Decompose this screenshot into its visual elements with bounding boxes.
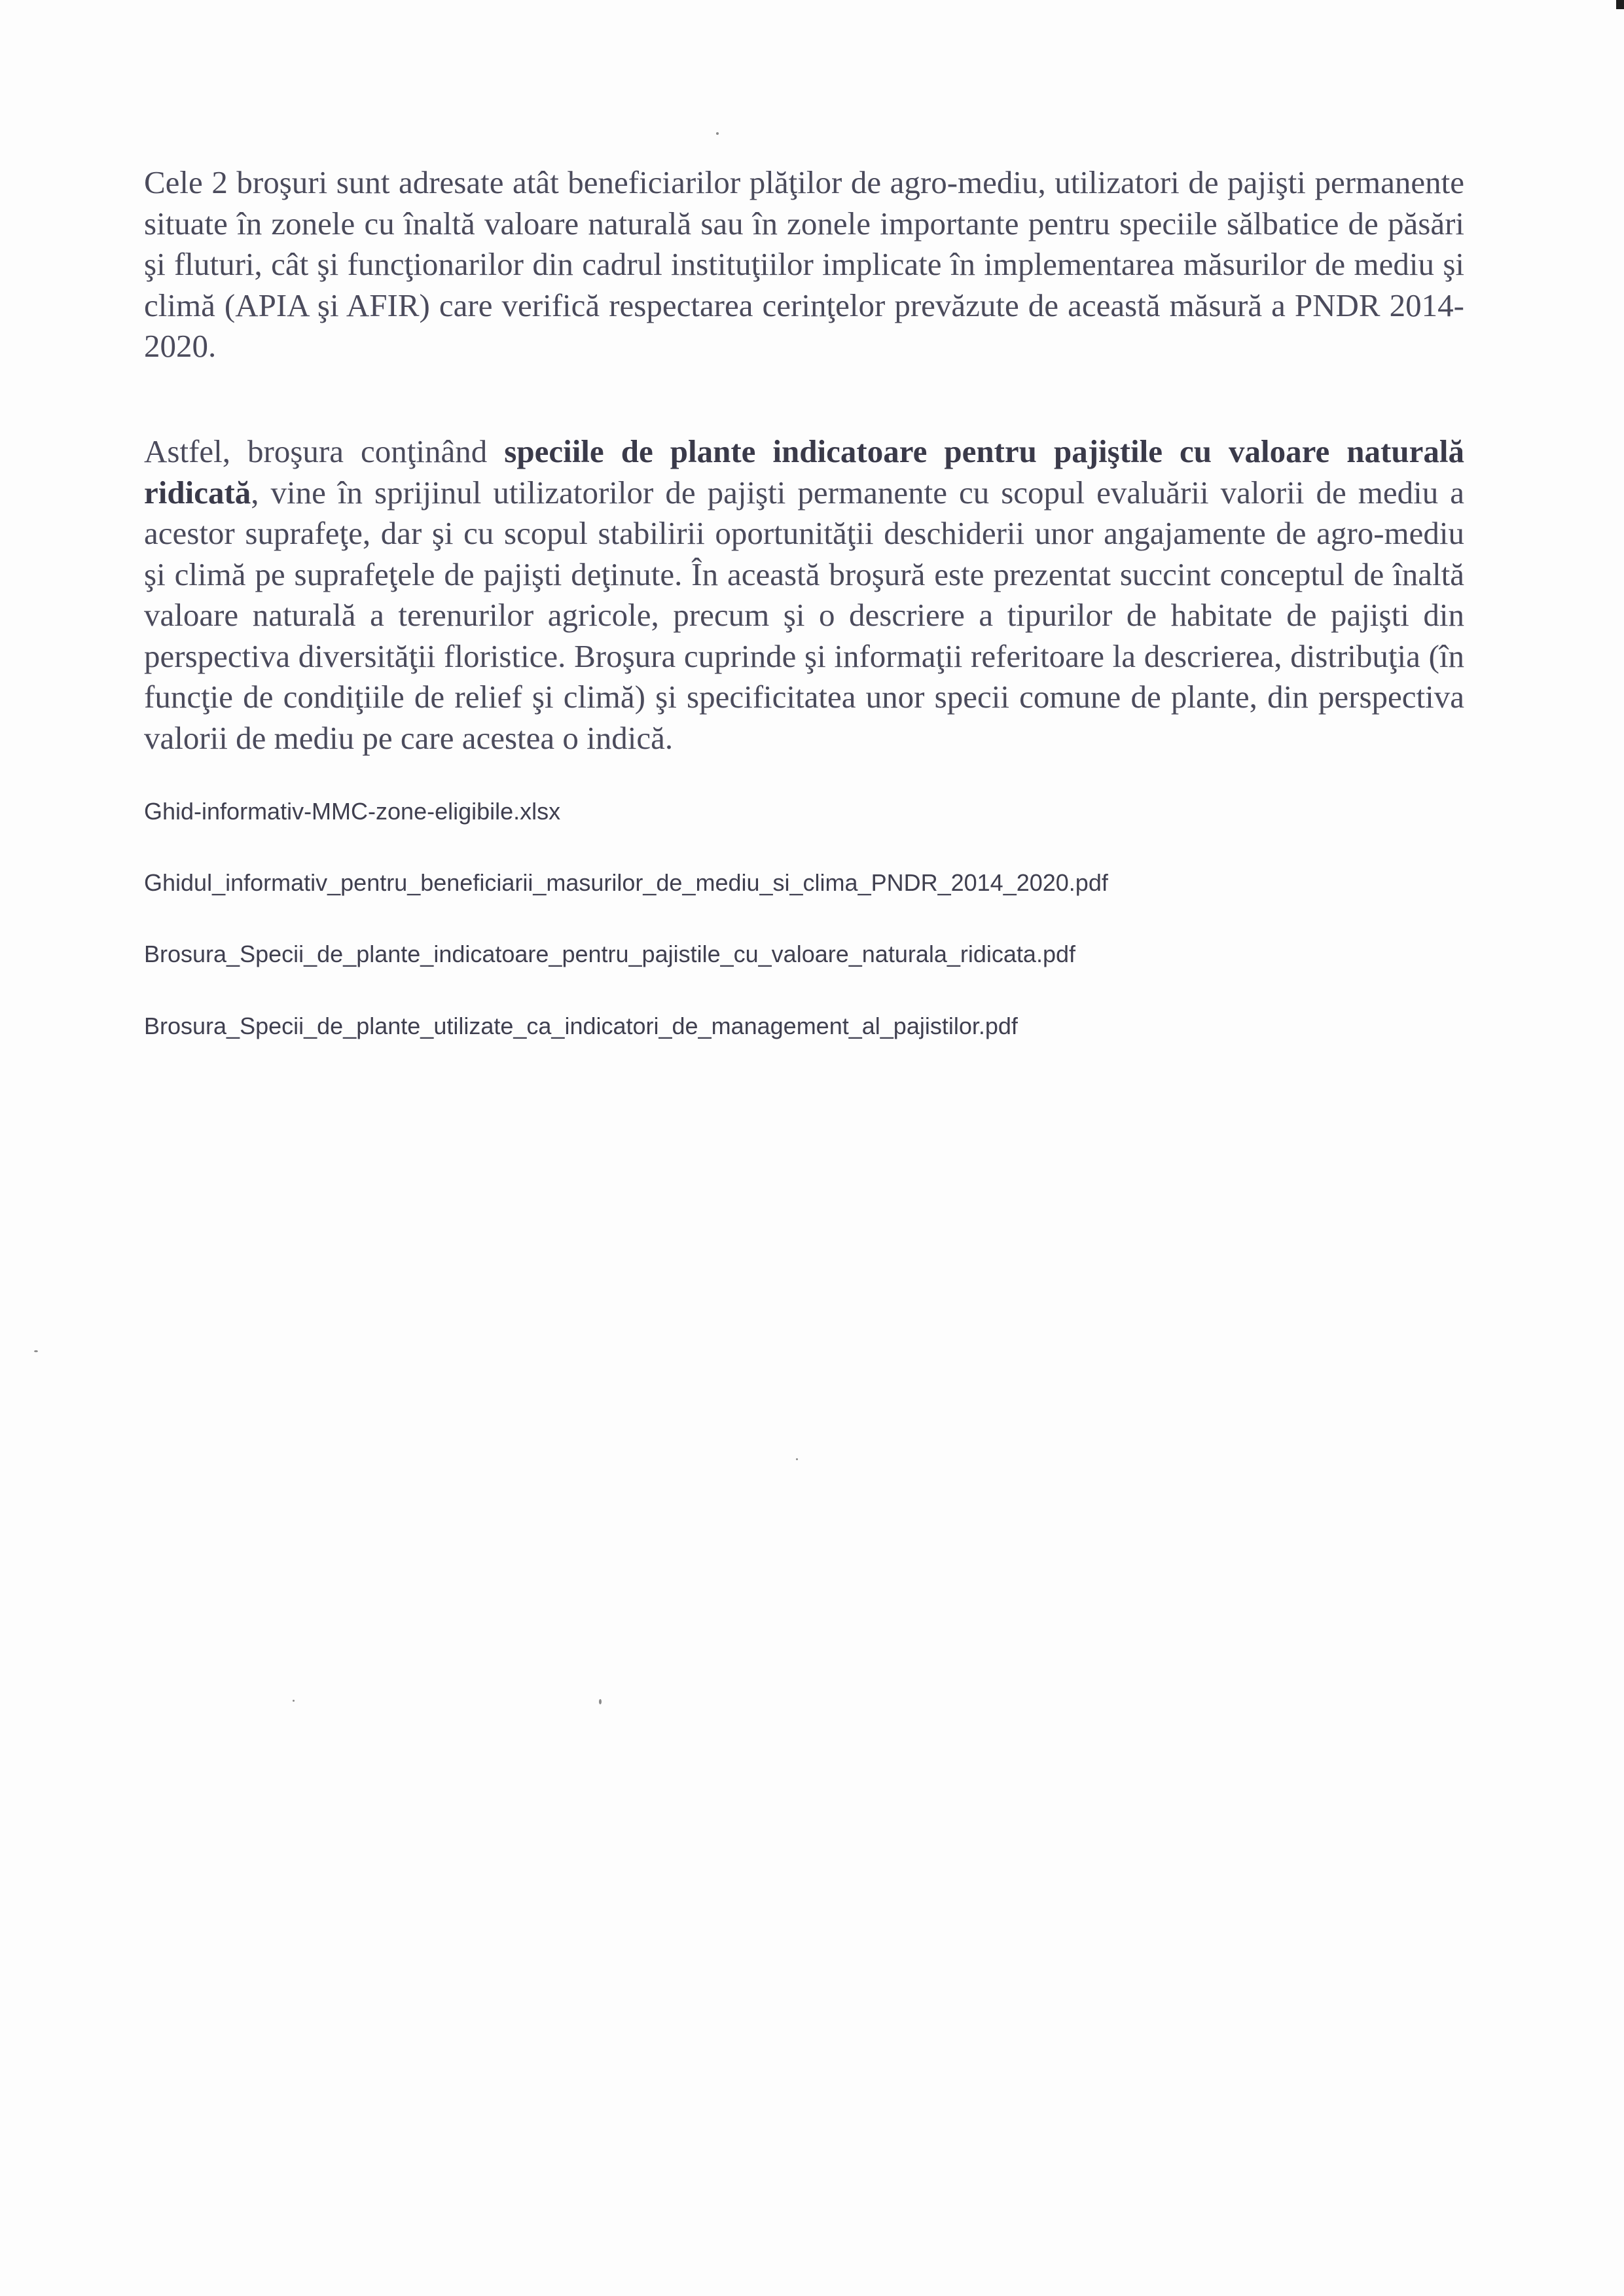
file-link-brosura-management-pdf[interactable]: Brosura_Specii_de_plante_utilizate_ca_indicatori_de_management_al_pajistilor.pdf: [144, 1013, 1018, 1039]
scan-corner-mark: [1616, 0, 1624, 9]
file-link-brosura-indicatoare-pdf[interactable]: Brosura_Specii_de_plante_indicatoare_pentru_pajistile_cu_valoare_naturala_ridicata.pdf: [144, 941, 1075, 967]
scan-speck: [796, 1458, 798, 1460]
file-link-xlsx[interactable]: Ghid-informativ-MMC-zone-eligibile.xlsx: [144, 798, 561, 825]
scan-speck: [34, 1350, 38, 1352]
paragraph-rest: , vine în sprijinul utilizatorilor de pajişti permanente cu scopul evaluării valorii de mediu a acestor suprafeţe, dar şi cu scopul stabilirii oportunităţii deschiderii unor angajamente de agro-mediu şi climă pe suprafeţele de pajişti deţinute. În această broşură este prezentat succint conceptul de înaltă valoare naturală a terenurilor agricole, precum şi o descriere a tipurilor de habitate de pajişti din perspectiva diversităţii floristice. Broşura cuprinde şi informaţii referitoare la descrierea, distribuţia (în funcţie de condiţiile de relief şi climă) şi specificitatea unor specii comune de plante, din perspectiva valorii de mediu pe care acestea o indică.: [144, 474, 1464, 756]
scan-speck: [293, 1700, 295, 1702]
paragraph-bold-phrase: speciile de plante indicatoare pentru pajiştile cu valoare naturală ridicată: [144, 433, 1464, 511]
scan-speck: [599, 1699, 602, 1704]
intro-paragraph: Cele 2 broşuri sunt adresate atât beneficiarilor plăţilor de agro-mediu, utilizatori de pajişti permanente situate în zonele cu înaltă valoare naturală sau în zonele importante pentru speciile sălbatice de păsări şi fluturi, cât şi funcţionarilor din cadrul instituţiilor implicate în implementarea măsurilor de mediu şi climă (APIA şi AFIR) care verifică respectarea cerinţelor prevăzute de această măsură a PNDR 2014-2020.: [144, 164, 1464, 364]
file-link-ghid-pdf[interactable]: Ghidul_informativ_pentru_beneficiarii_masurilor_de_mediu_si_clima_PNDR_2014_2020.pdf: [144, 869, 1108, 896]
brochure-description-paragraph: [144, 431, 1464, 759]
scan-speck: [716, 132, 719, 135]
paragraph-intro: Astfel, broşura conţinând: [144, 433, 505, 469]
